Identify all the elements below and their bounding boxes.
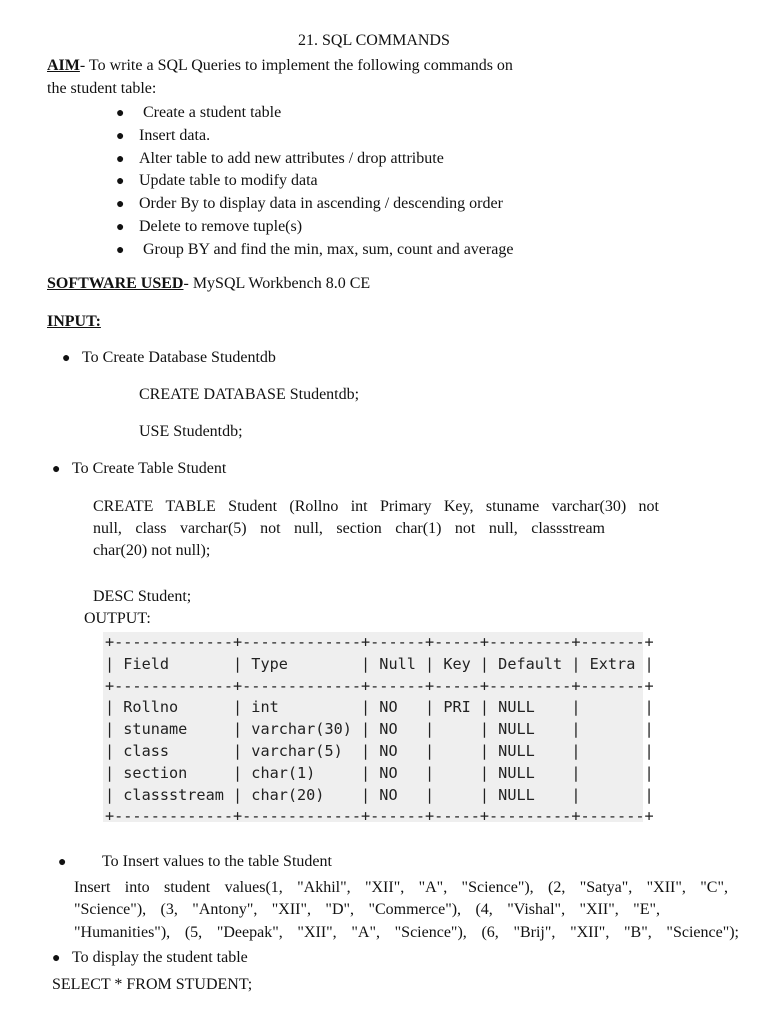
bullet-icon: ● xyxy=(116,174,125,189)
bullet-create-table-text: To Create Table Student xyxy=(72,460,227,477)
bullet-icon: ● xyxy=(116,197,125,212)
bullet-icon: ● xyxy=(52,951,61,966)
desc-output-console xyxy=(103,632,654,826)
page-title: 21. SQL COMMANDS xyxy=(298,32,450,49)
bullet-icon: ● xyxy=(62,351,71,366)
bullet-create-table xyxy=(52,459,226,480)
bullet-insert-text: To Insert values to the table Student xyxy=(102,853,332,870)
aim-item-text: Order By to display data in ascending / descending order xyxy=(139,195,503,212)
aim-item xyxy=(116,194,503,215)
bullet-display xyxy=(52,948,248,969)
aim-item xyxy=(116,103,281,124)
code-insert-2: "Science"), (3, "Antony", "XII", "D", "Commerce"), (4, "Vishal", "XII", "E", xyxy=(74,901,660,918)
code-create-table-1: CREATE TABLE Student (Rollno int Primary Key, stuname varchar(30) not xyxy=(93,498,659,515)
bullet-icon: ● xyxy=(116,106,125,121)
bullet-icon: ● xyxy=(52,462,61,477)
aim-line-2: the student table: xyxy=(47,80,157,97)
bullet-create-db xyxy=(62,348,276,369)
aim-item xyxy=(116,240,513,261)
bullet-icon: ● xyxy=(116,243,125,258)
aim-item-text: Insert data. xyxy=(139,127,211,144)
output-label: OUTPUT: xyxy=(84,610,151,627)
software-line xyxy=(47,274,370,294)
bullet-icon: ● xyxy=(116,152,125,167)
bullet-create-db-text: To Create Database Studentdb xyxy=(82,349,276,366)
code-create-db: CREATE DATABASE Studentdb; xyxy=(139,386,360,403)
bullet-insert xyxy=(58,852,332,873)
code-insert-1: Insert into student values(1, "Akhil", "XII", "A", "Science"), (2, "Satya", "XII", "C", xyxy=(74,879,728,896)
desc-output-table: +-------------+-------------+------+-----+---------+-------+ | Field | Type | Null | Key | Default | Extra | +-------------+-------------+------+-----+---------+-------+ | Rollno | int | NO | PRI | NULL | | | stuname | varchar(30) | NO | | NULL | | | class | varchar(5) | NO | | NULL | | | section | char(1) | NO | | NULL | | | classstream | char(20) | NO | | NULL | | +-------------+-------------+------+-----+---------+-------+ xyxy=(105,633,654,826)
code-create-table-2: null, class varchar(5) not null, section char(1) not null, classstream xyxy=(93,520,605,537)
input-heading: INPUT: xyxy=(47,313,101,330)
aim-item-text: Delete to remove tuple(s) xyxy=(139,218,303,235)
software-label: SOFTWARE USED xyxy=(47,275,184,292)
code-insert-3: "Humanities"), (5, "Deepak", "XII", "A", "Science"), (6, "Brij", "XII", "B", "Science"); xyxy=(74,924,739,941)
code-use-db: USE Studentdb; xyxy=(139,423,243,440)
aim-text-1: - To write a SQL Queries to implement the following commands on xyxy=(79,57,513,74)
aim-item xyxy=(116,126,210,147)
aim-item-text: Create a student table xyxy=(139,104,282,121)
aim-item xyxy=(116,171,318,192)
bullet-display-text: To display the student table xyxy=(72,949,248,966)
aim-item xyxy=(116,149,444,170)
software-text: - MySQL Workbench 8.0 CE xyxy=(183,275,371,292)
aim-item-text: Group BY and find the min, max, sum, count and average xyxy=(139,241,514,258)
code-select: SELECT * FROM STUDENT; xyxy=(52,976,253,993)
bullet-icon: ● xyxy=(58,855,67,870)
bullet-icon: ● xyxy=(116,220,125,235)
aim-line-1 xyxy=(47,56,513,76)
aim-item-text: Alter table to add new attributes / drop attribute xyxy=(139,150,444,167)
code-desc: DESC Student; xyxy=(93,588,192,605)
aim-item xyxy=(116,217,302,238)
bullet-icon: ● xyxy=(116,129,125,144)
aim-item-text: Update table to modify data xyxy=(139,172,318,189)
code-create-table-3: char(20) not null); xyxy=(93,542,211,559)
aim-label: AIM xyxy=(47,57,80,74)
